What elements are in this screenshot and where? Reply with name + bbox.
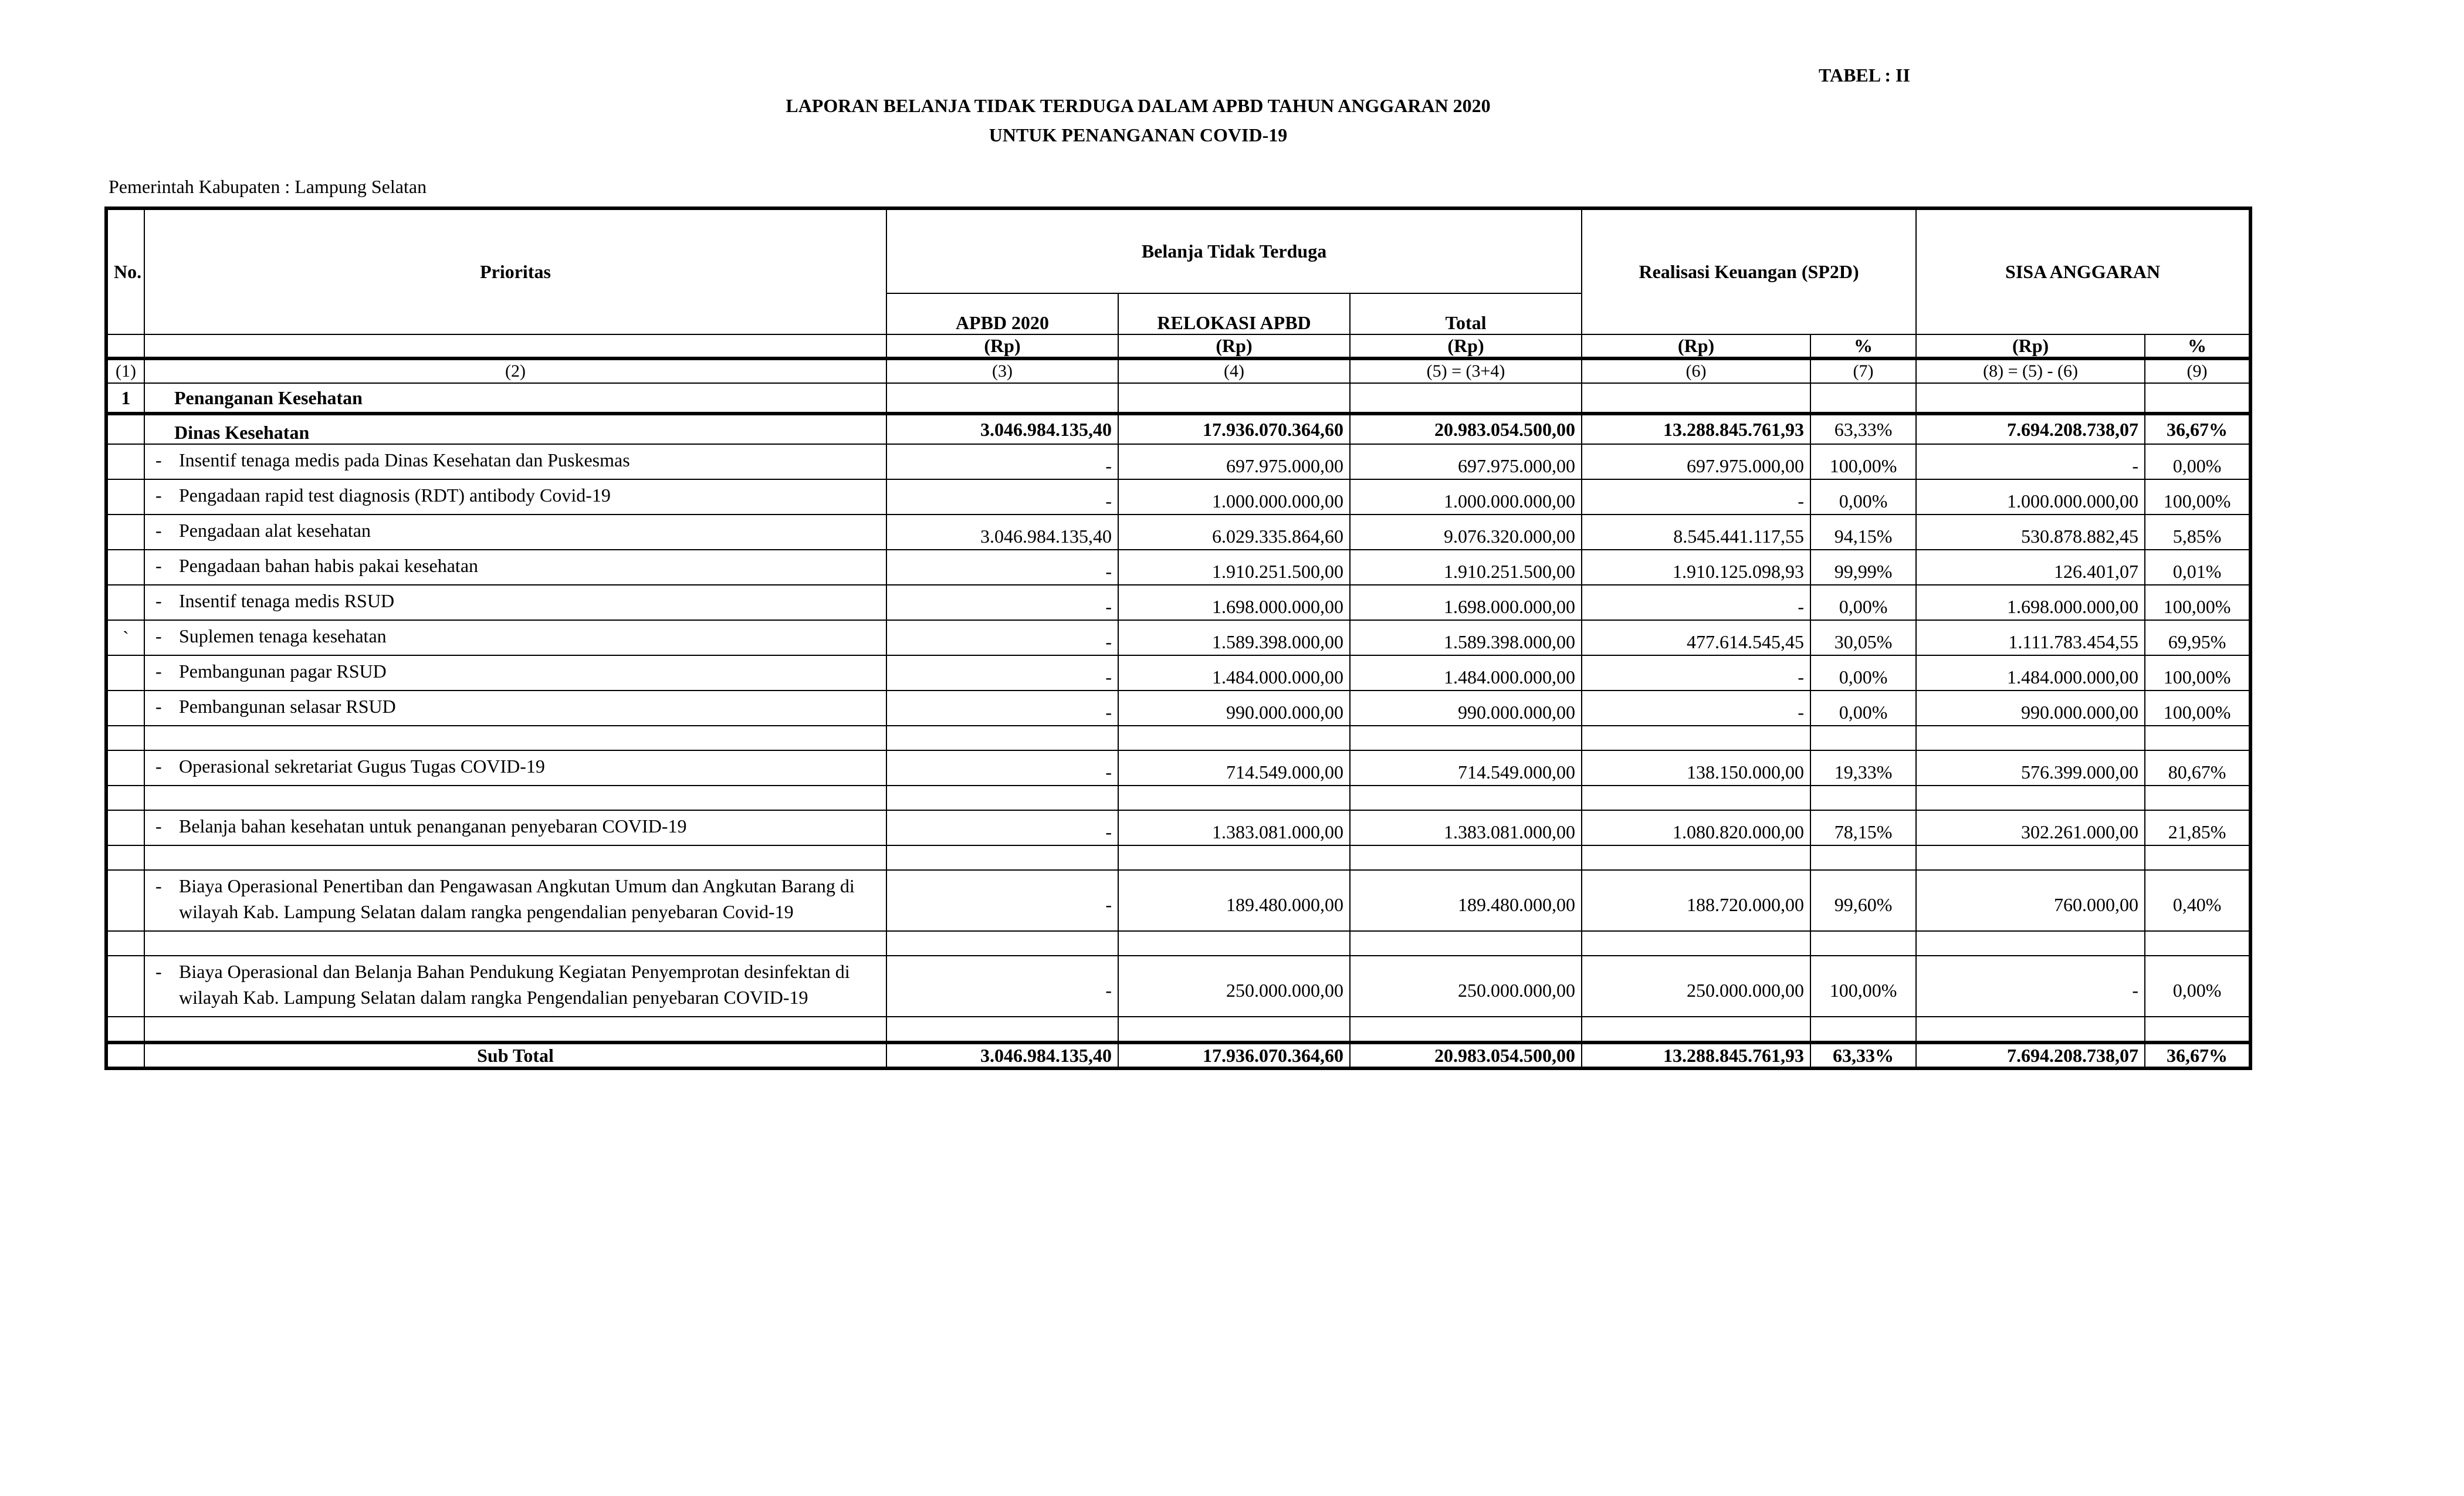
item-name: Biaya Operasional dan Belanja Bahan Pendukung Kegiatan Penyemprotan desinfektan di wilayah Kab. Lampung Selatan dalam rangka Pengendalian penyebaran COVID-19 xyxy=(179,961,850,1008)
bullet-dash: - xyxy=(155,815,162,837)
item-realisasi-pct: 78,15% xyxy=(1810,810,1916,845)
item-total: 189.480.000,00 xyxy=(1350,870,1582,931)
title-line-2: UNTUK PENANGANAN COVID-19 xyxy=(989,124,1288,145)
item-number xyxy=(106,750,144,786)
item-total: 1.910.251.500,00 xyxy=(1350,550,1582,585)
item-sisa: 1.698.000.000,00 xyxy=(1916,585,2145,620)
header-total: Total xyxy=(1350,293,1582,334)
subtotal-realisasi-pct: 63,33% xyxy=(1810,1043,1916,1068)
subtotal-label: Sub Total xyxy=(144,1043,886,1068)
item-sisa-pct: 100,00% xyxy=(2145,655,2250,691)
item-relokasi: 697.975.000,00 xyxy=(1118,444,1350,479)
subtotal-relokasi: 17.936.070.364,60 xyxy=(1118,1043,1350,1068)
item-relokasi: 189.480.000,00 xyxy=(1118,870,1350,931)
item-realisasi-pct: 19,33% xyxy=(1810,750,1916,786)
item-description xyxy=(144,810,886,845)
index-cell: (7) xyxy=(1810,358,1916,383)
item-relokasi: 250.000.000,00 xyxy=(1118,956,1350,1017)
item-sisa-pct: 100,00% xyxy=(2145,691,2250,726)
report-title xyxy=(0,91,2276,150)
item-realisasi-pct: 99,99% xyxy=(1810,550,1916,585)
item-total: 1.383.081.000,00 xyxy=(1350,810,1582,845)
government-label: Pemerintah Kabupaten : Lampung Selatan xyxy=(109,176,427,197)
item-relokasi: 1.383.081.000,00 xyxy=(1118,810,1350,845)
item-name: Suplemen tenaga kesehatan xyxy=(179,625,387,647)
item-description xyxy=(144,444,886,479)
header-unit-rp: (Rp) xyxy=(886,334,1118,358)
item-apbd: - xyxy=(886,956,1118,1017)
header-apbd-2020: APBD 2020 xyxy=(886,293,1118,334)
item-description xyxy=(144,585,886,620)
header-no: No. xyxy=(106,208,144,334)
column-index-row xyxy=(106,358,2250,383)
item-realisasi: 697.975.000,00 xyxy=(1582,444,1810,479)
item-realisasi-pct: 99,60% xyxy=(1810,870,1916,931)
item-apbd: - xyxy=(886,620,1118,655)
item-sisa-pct: 0,40% xyxy=(2145,870,2250,931)
item-realisasi: 1.910.125.098,93 xyxy=(1582,550,1810,585)
item-total: 1.484.000.000,00 xyxy=(1350,655,1582,691)
budget-report-table xyxy=(104,207,2252,1070)
dinas-total: 20.983.054.500,00 xyxy=(1350,414,1582,444)
item-name: Pengadaan bahan habis pakai kesehatan xyxy=(179,555,479,576)
table-row xyxy=(106,655,2250,691)
item-sisa: - xyxy=(1916,444,2145,479)
subtotal-sisa-pct: 36,67% xyxy=(2145,1043,2250,1068)
item-name: Pembangunan pagar RSUD xyxy=(179,661,387,682)
item-name: Pengadaan rapid test diagnosis (RDT) antibody Covid-19 xyxy=(179,485,611,506)
item-total: 9.076.320.000,00 xyxy=(1350,515,1582,550)
spacer-row xyxy=(106,786,2250,810)
index-cell: (3) xyxy=(886,358,1118,383)
item-realisasi: - xyxy=(1582,585,1810,620)
item-total: 1.589.398.000,00 xyxy=(1350,620,1582,655)
header-belanja-tidak-terduga: Belanja Tidak Terduga xyxy=(886,208,1582,293)
item-sisa: 1.111.783.454,55 xyxy=(1916,620,2145,655)
bullet-dash: - xyxy=(155,625,162,647)
section-row xyxy=(106,383,2250,414)
item-realisasi: 250.000.000,00 xyxy=(1582,956,1810,1017)
dinas-sisa: 7.694.208.738,07 xyxy=(1916,414,2145,444)
item-number xyxy=(106,691,144,726)
item-relokasi: 714.549.000,00 xyxy=(1118,750,1350,786)
item-relokasi: 990.000.000,00 xyxy=(1118,691,1350,726)
item-total: 714.549.000,00 xyxy=(1350,750,1582,786)
item-realisasi: 138.150.000,00 xyxy=(1582,750,1810,786)
item-sisa: 530.878.882,45 xyxy=(1916,515,2145,550)
table-row xyxy=(106,956,2250,1017)
table-row xyxy=(106,515,2250,550)
dinas-apbd: 3.046.984.135,40 xyxy=(886,414,1118,444)
section-title: Penanganan Kesehatan xyxy=(144,383,886,414)
header-unit-rp: (Rp) xyxy=(1350,334,1582,358)
header-unit-pct: % xyxy=(1810,334,1916,358)
item-realisasi: 1.080.820.000,00 xyxy=(1582,810,1810,845)
subtotal-apbd: 3.046.984.135,40 xyxy=(886,1043,1118,1068)
item-realisasi-pct: 94,15% xyxy=(1810,515,1916,550)
item-description xyxy=(144,870,886,931)
item-relokasi: 1.589.398.000,00 xyxy=(1118,620,1350,655)
spacer-row xyxy=(106,726,2250,750)
item-total: 697.975.000,00 xyxy=(1350,444,1582,479)
item-relokasi: 6.029.335.864,60 xyxy=(1118,515,1350,550)
table-row xyxy=(106,620,2250,655)
item-relokasi: 1.484.000.000,00 xyxy=(1118,655,1350,691)
item-sisa: - xyxy=(1916,956,2145,1017)
header-unit-rp: (Rp) xyxy=(1916,334,2145,358)
title-line-1: LAPORAN BELANJA TIDAK TERDUGA DALAM APBD TAHUN ANGGARAN 2020 xyxy=(786,95,1491,116)
index-cell: (1) xyxy=(106,358,144,383)
item-name: Pengadaan alat kesehatan xyxy=(179,520,371,541)
item-sisa: 1.484.000.000,00 xyxy=(1916,655,2145,691)
item-apbd: - xyxy=(886,550,1118,585)
bullet-dash: - xyxy=(155,696,162,717)
item-realisasi-pct: 0,00% xyxy=(1810,655,1916,691)
item-apbd: - xyxy=(886,691,1118,726)
item-realisasi-pct: 100,00% xyxy=(1810,444,1916,479)
item-number xyxy=(106,515,144,550)
item-name: Operasional sekretariat Gugus Tugas COVID-19 xyxy=(179,756,545,777)
item-realisasi-pct: 0,00% xyxy=(1810,691,1916,726)
item-sisa-pct: 0,01% xyxy=(2145,550,2250,585)
header-relokasi-apbd: RELOKASI APBD xyxy=(1118,293,1350,334)
spacer-row xyxy=(106,845,2250,870)
subtotal-row xyxy=(106,1043,2250,1068)
item-sisa: 760.000,00 xyxy=(1916,870,2145,931)
bullet-dash: - xyxy=(155,590,162,611)
item-relokasi: 1.910.251.500,00 xyxy=(1118,550,1350,585)
item-sisa: 302.261.000,00 xyxy=(1916,810,2145,845)
item-apbd: - xyxy=(886,810,1118,845)
item-number xyxy=(106,444,144,479)
item-apbd: 3.046.984.135,40 xyxy=(886,515,1118,550)
table-row xyxy=(106,750,2250,786)
bullet-dash: - xyxy=(155,875,162,896)
item-description xyxy=(144,750,886,786)
item-sisa-pct: 21,85% xyxy=(2145,810,2250,845)
header-prioritas: Prioritas xyxy=(144,208,886,334)
item-description xyxy=(144,620,886,655)
item-sisa-pct: 0,00% xyxy=(2145,444,2250,479)
item-description xyxy=(144,515,886,550)
header-unit-blank xyxy=(144,334,886,358)
item-sisa: 1.000.000.000,00 xyxy=(1916,479,2145,515)
item-number xyxy=(106,550,144,585)
dinas-summary-row xyxy=(106,414,2250,444)
item-realisasi-pct: 100,00% xyxy=(1810,956,1916,1017)
header-realisasi-keuangan: Realisasi Keuangan (SP2D) xyxy=(1582,208,1916,334)
subtotal-realisasi: 13.288.845.761,93 xyxy=(1582,1043,1810,1068)
item-description xyxy=(144,956,886,1017)
item-number xyxy=(106,655,144,691)
dinas-realisasi: 13.288.845.761,93 xyxy=(1582,414,1810,444)
index-cell: (2) xyxy=(144,358,886,383)
spacer-row xyxy=(106,931,2250,956)
index-cell: (5) = (3+4) xyxy=(1350,358,1582,383)
item-apbd: - xyxy=(886,444,1118,479)
bullet-dash: - xyxy=(155,520,162,541)
item-total: 1.698.000.000,00 xyxy=(1350,585,1582,620)
bullet-dash: - xyxy=(155,961,162,982)
dinas-realisasi-pct: 63,33% xyxy=(1810,414,1916,444)
index-cell: (8) = (5) - (6) xyxy=(1916,358,2145,383)
item-sisa-pct: 5,85% xyxy=(2145,515,2250,550)
dinas-name: Dinas Kesehatan xyxy=(144,414,886,444)
item-total: 990.000.000,00 xyxy=(1350,691,1582,726)
item-number xyxy=(106,810,144,845)
header-unit-rp: (Rp) xyxy=(1582,334,1810,358)
section-number: 1 xyxy=(106,383,144,414)
item-number xyxy=(106,870,144,931)
table-row xyxy=(106,444,2250,479)
item-apbd: - xyxy=(886,870,1118,931)
item-realisasi: - xyxy=(1582,655,1810,691)
index-cell: (9) xyxy=(2145,358,2250,383)
spacer-row xyxy=(106,1017,2250,1043)
item-description xyxy=(144,550,886,585)
header-unit-pct: % xyxy=(2145,334,2250,358)
table-row xyxy=(106,550,2250,585)
item-relokasi: 1.698.000.000,00 xyxy=(1118,585,1350,620)
table-row xyxy=(106,585,2250,620)
item-number xyxy=(106,585,144,620)
item-realisasi: 8.545.441.117,55 xyxy=(1582,515,1810,550)
table-row xyxy=(106,691,2250,726)
item-number: ` xyxy=(106,620,144,655)
bullet-dash: - xyxy=(155,756,162,777)
item-total: 1.000.000.000,00 xyxy=(1350,479,1582,515)
item-name: Insentif tenaga medis RSUD xyxy=(179,590,395,611)
item-realisasi-pct: 0,00% xyxy=(1810,585,1916,620)
subtotal-total: 20.983.054.500,00 xyxy=(1350,1043,1582,1068)
item-realisasi: 188.720.000,00 xyxy=(1582,870,1810,931)
item-sisa-pct: 80,67% xyxy=(2145,750,2250,786)
header-unit-blank xyxy=(106,334,144,358)
item-relokasi: 1.000.000.000,00 xyxy=(1118,479,1350,515)
item-sisa: 126.401,07 xyxy=(1916,550,2145,585)
item-sisa: 576.399.000,00 xyxy=(1916,750,2145,786)
table-row xyxy=(106,810,2250,845)
dinas-relokasi: 17.936.070.364,60 xyxy=(1118,414,1350,444)
item-description xyxy=(144,479,886,515)
item-sisa: 990.000.000,00 xyxy=(1916,691,2145,726)
item-realisasi-pct: 0,00% xyxy=(1810,479,1916,515)
table-row xyxy=(106,479,2250,515)
subtotal-sisa: 7.694.208.738,07 xyxy=(1916,1043,2145,1068)
item-sisa-pct: 0,00% xyxy=(2145,956,2250,1017)
item-number xyxy=(106,479,144,515)
item-number xyxy=(106,956,144,1017)
item-name: Pembangunan selasar RSUD xyxy=(179,696,396,717)
header-unit-rp: (Rp) xyxy=(1118,334,1350,358)
item-sisa-pct: 100,00% xyxy=(2145,585,2250,620)
item-apbd: - xyxy=(886,750,1118,786)
bullet-dash: - xyxy=(155,555,162,576)
item-apbd: - xyxy=(886,655,1118,691)
bullet-dash: - xyxy=(155,449,162,471)
item-realisasi-pct: 30,05% xyxy=(1810,620,1916,655)
item-description xyxy=(144,691,886,726)
item-apbd: - xyxy=(886,479,1118,515)
item-name: Insentif tenaga medis pada Dinas Kesehatan dan Puskesmas xyxy=(179,449,630,471)
dinas-sisa-pct: 36,67% xyxy=(2145,414,2250,444)
table-row xyxy=(106,870,2250,931)
index-cell: (4) xyxy=(1118,358,1350,383)
item-name: Belanja bahan kesehatan untuk penanganan penyebaran COVID-19 xyxy=(179,815,687,837)
item-realisasi: 477.614.545,45 xyxy=(1582,620,1810,655)
item-realisasi: - xyxy=(1582,479,1810,515)
index-cell: (6) xyxy=(1582,358,1810,383)
item-apbd: - xyxy=(886,585,1118,620)
item-total: 250.000.000,00 xyxy=(1350,956,1582,1017)
bullet-dash: - xyxy=(155,661,162,682)
table-number-label: TABEL : II xyxy=(1819,65,1910,86)
item-sisa-pct: 100,00% xyxy=(2145,479,2250,515)
item-sisa-pct: 69,95% xyxy=(2145,620,2250,655)
bullet-dash: - xyxy=(155,485,162,506)
item-description xyxy=(144,655,886,691)
header-sisa-anggaran: SISA ANGGARAN xyxy=(1916,208,2250,334)
item-name: Biaya Operasional Penertiban dan Pengawasan Angkutan Umum dan Angkutan Barang di wilayah Kab. Lampung Selatan dalam rangka pengendalian penyebaran Covid-19 xyxy=(179,875,855,922)
item-realisasi: - xyxy=(1582,691,1810,726)
